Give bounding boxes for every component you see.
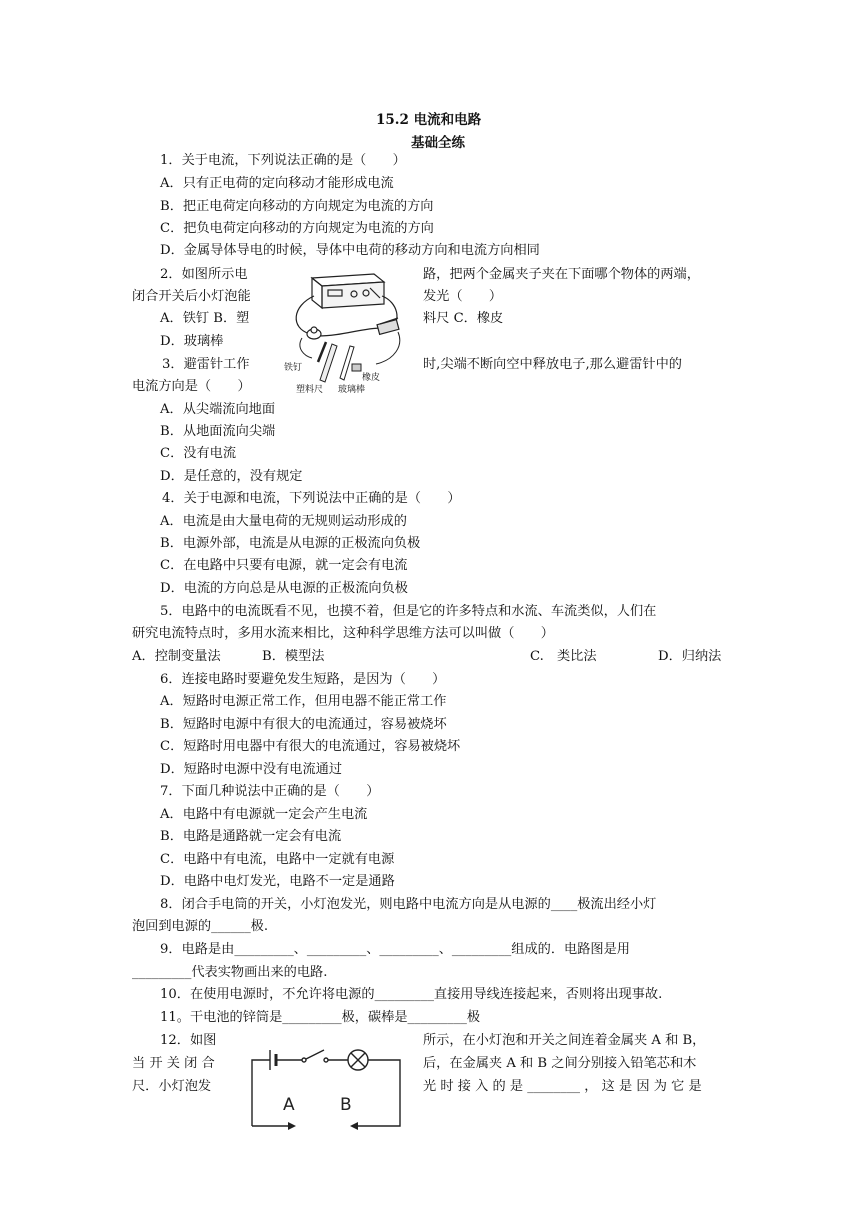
q12-line3-left: 尺．小灯泡发 bbox=[132, 1079, 212, 1094]
q2-line1-left: 2．如图所示电 bbox=[160, 267, 248, 282]
q2-line2-left: 闭合开关后小灯泡能 bbox=[132, 289, 251, 304]
q1-option-b: B．把正电荷定向移动的方向规定为电流的方向 bbox=[160, 199, 434, 214]
q7-option-d: D．电路中电灯发光，电路不一定是通路 bbox=[160, 874, 395, 889]
switch-icon bbox=[302, 1050, 328, 1062]
q3-option-b: B．从地面流向尖端 bbox=[160, 424, 276, 439]
q8-line1: 8．闭合手电筒的开关，小灯泡发光，则电路中电流方向是从电源的____极流出经小灯 bbox=[160, 897, 657, 912]
q8-line2: 泡回到电源的______极. bbox=[132, 919, 269, 934]
q11-line1: 11。干电池的锌筒是_________极，碳棒是_________极 bbox=[160, 1010, 481, 1025]
q3-option-a: A．从尖端流向地面 bbox=[160, 402, 276, 417]
q5-option-b: B．模型法 bbox=[262, 649, 325, 664]
q12-line1-right: 所示，在小灯泡和开关之间连着金属夹 A 和 B， bbox=[423, 1033, 706, 1048]
power-supply-icon bbox=[312, 274, 384, 308]
q4-option-d: D．电流的方向总是从电源的正极流向负极 bbox=[160, 581, 408, 596]
q3-option-c: C．没有电流 bbox=[160, 446, 237, 461]
q7-option-b: B．电路是通路就一定会有电流 bbox=[160, 829, 342, 844]
q7-option-a: A．电路中有电源就一定会产生电流 bbox=[160, 807, 368, 822]
q5-option-a: A．控制变量法 bbox=[132, 649, 221, 664]
q7-option-c: C．电路中有电流，电路中一定就有电源 bbox=[160, 852, 395, 867]
q3-option-d: D．是任意的，没有规定 bbox=[160, 469, 303, 484]
q12-line3-right: 光 时 接 入 的 是 ________ ， 这 是 因 为 它 是 bbox=[423, 1079, 702, 1094]
battery-icon bbox=[270, 1050, 276, 1070]
q3-line2: 电流方向是（ ） bbox=[132, 379, 251, 394]
q6-option-a: A．短路时电源正常工作，但用电器不能正常工作 bbox=[160, 694, 447, 709]
wire bbox=[356, 1060, 400, 1126]
q4-option-a: A．电流是由大量电荷的无规则运动形成的 bbox=[160, 514, 407, 529]
ruler-label: 塑料尺 bbox=[296, 385, 324, 395]
page-title: 15.2 电流和电路 bbox=[376, 112, 482, 128]
q4-option-c: C．在电路中只要有电源，就一定会有电流 bbox=[160, 558, 408, 573]
q5-option-d: D．归纳法 bbox=[658, 649, 722, 664]
q2-line3-right: 料尺 C．橡皮 bbox=[423, 311, 504, 326]
q12-line2-left: 当 开 关 闭 合 bbox=[132, 1056, 215, 1071]
clip-b-label: B bbox=[340, 1095, 352, 1115]
q6-option-d: D．短路时电源中没有电流通过 bbox=[160, 762, 343, 777]
q4-stem: 4．关于电源和电流，下列说法中正确的是（ ） bbox=[162, 491, 461, 506]
q1-option-a: A．只有正电荷的定向移动才能形成电流 bbox=[160, 176, 394, 191]
q5-line1: 5．电路中的电流既看不见，也摸不着，但是它的许多特点和水流、车流类似，人们在 bbox=[160, 604, 657, 619]
lamp-icon bbox=[348, 1050, 368, 1070]
q12-circuit-diagram bbox=[246, 1036, 406, 1136]
q2-circuit-figure bbox=[282, 266, 412, 396]
glass-label: 玻璃棒 bbox=[338, 385, 366, 395]
wire bbox=[318, 328, 382, 336]
q2-line1-right: 路，把两个金属夹子夹在下面哪个物体的两端， bbox=[423, 267, 700, 282]
eraser-label: 橡皮 bbox=[362, 373, 381, 383]
q5-option-c: C. 类比法 bbox=[530, 649, 597, 664]
wire bbox=[300, 338, 312, 358]
clip-a-arrow-icon bbox=[288, 1122, 296, 1130]
q12-line1-left: 12．如图 bbox=[160, 1033, 217, 1048]
q2-line3-left: A．铁钉 B．塑 bbox=[160, 311, 250, 326]
q3-line1-left: 3．避雷针工作 bbox=[162, 357, 250, 372]
clip-b-arrow-icon bbox=[350, 1122, 358, 1130]
wire bbox=[252, 1060, 270, 1126]
q9-line1: 9．电路是由_________、_________、_________、_________组成的．电路图是用 bbox=[160, 942, 630, 957]
section-subtitle: 基础全练 bbox=[411, 135, 465, 151]
eraser-icon bbox=[352, 364, 361, 371]
glass-rod-icon bbox=[340, 346, 354, 380]
q1-option-d: D．金属导体导电的时候，导体中电荷的移动方向和电流方向相同 bbox=[160, 243, 540, 258]
q3-line1-right: 时,尖端不断向空中释放电子,那么避雷针中的 bbox=[423, 357, 682, 372]
q7-stem: 7．下面几种说法中正确的是（ ） bbox=[160, 784, 380, 799]
switch-icon bbox=[377, 318, 399, 334]
q2-line2-right: 发光（ ） bbox=[423, 289, 503, 304]
bulb-icon bbox=[307, 327, 321, 339]
nail-label: 铁钉 bbox=[284, 363, 303, 373]
q6-option-c: C．短路时用电器中有很大的电流通过，容易被烧坏 bbox=[160, 739, 461, 754]
q10-line1: 10．在使用电源时，不允许将电源的_________直接用导线连接起来，否则将出现事故. bbox=[160, 987, 663, 1002]
q12-line2-right: 后，在金属夹 A 和 B 之间分别接入铅笔芯和木 bbox=[423, 1056, 697, 1071]
q4-option-b: B．电源外部，电流是从电源的正极流向负极 bbox=[160, 536, 421, 551]
wire bbox=[376, 332, 400, 364]
q6-option-b: B．短路时电源中有很大的电流通过，容易被烧坏 bbox=[160, 717, 447, 732]
q9-line2: _________代表实物画出来的电路. bbox=[132, 965, 328, 980]
q2-option-d: D．玻璃棒 bbox=[160, 334, 224, 349]
iron-nail-icon bbox=[318, 342, 326, 362]
clip-a-label: A bbox=[283, 1095, 295, 1115]
q1-option-c: C．把负电荷定向移动的方向规定为电流的方向 bbox=[160, 221, 434, 236]
q1-stem: 1．关于电流，下列说法正确的是（ ） bbox=[160, 153, 406, 168]
q5-line2: 研究电流特点时，多用水流来相比，这种科学思维方法可以叫做（ ） bbox=[132, 626, 554, 641]
q6-stem: 6．连接电路时要避免发生短路，是因为（ ） bbox=[160, 672, 446, 687]
